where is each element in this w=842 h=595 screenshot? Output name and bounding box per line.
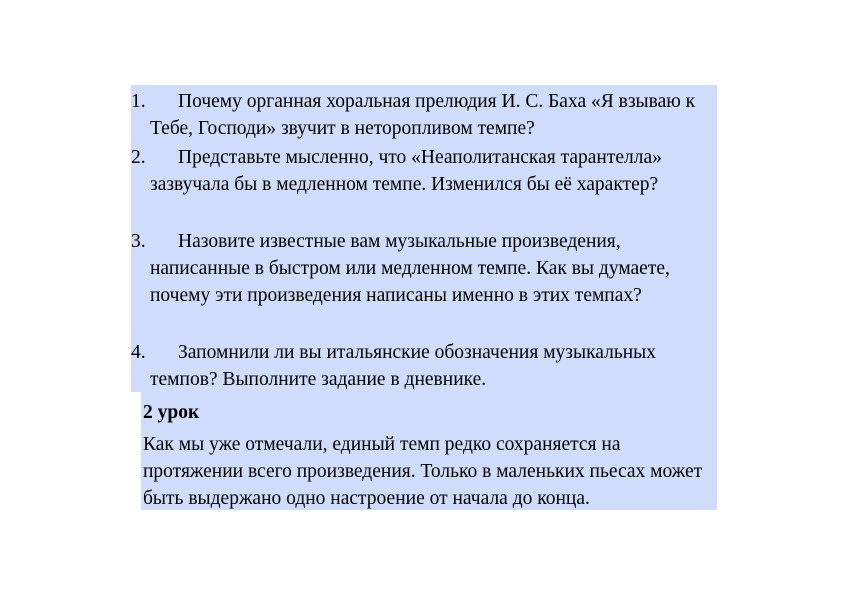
question-item-3 — [131, 228, 717, 309]
questions-list — [131, 85, 717, 392]
question-text: Запомнили ли вы итальянские обозначения музыкальных темпов? Выполните задание в дневнике. — [150, 342, 657, 390]
question-text: Представьте мысленно, что «Неаполитанская тарантелла» зазвучала бы в медленном темпе. Изменился бы её характер? — [150, 147, 662, 195]
question-number: 1. — [131, 91, 146, 112]
lesson-body: Как мы уже отмечали, единый темп редко сохраняется на протяжении всего произведения. Только в маленьких пьесах может быть выдержано одно настроение от начала до конца. — [143, 434, 703, 509]
question-item-2 — [131, 144, 717, 198]
question-item-4 — [131, 339, 717, 393]
lesson-section — [141, 392, 717, 510]
question-number: 3. — [131, 231, 146, 252]
question-text: Назовите известные вам музыкальные произведения, написанные в быстром или медленном темпе. Как вы думаете, почему эти произведения написаны именно в этих темпах? — [150, 231, 670, 306]
question-item-1 — [131, 88, 717, 142]
question-number: 4. — [131, 342, 146, 363]
lesson-title: 2 урок — [143, 402, 200, 423]
question-text: Почему органная хоральная прелюдия И. С. Баха «Я взываю к Тебе, Господи» звучит в неторопливом темпе? — [150, 91, 696, 139]
question-number: 2. — [131, 147, 146, 168]
